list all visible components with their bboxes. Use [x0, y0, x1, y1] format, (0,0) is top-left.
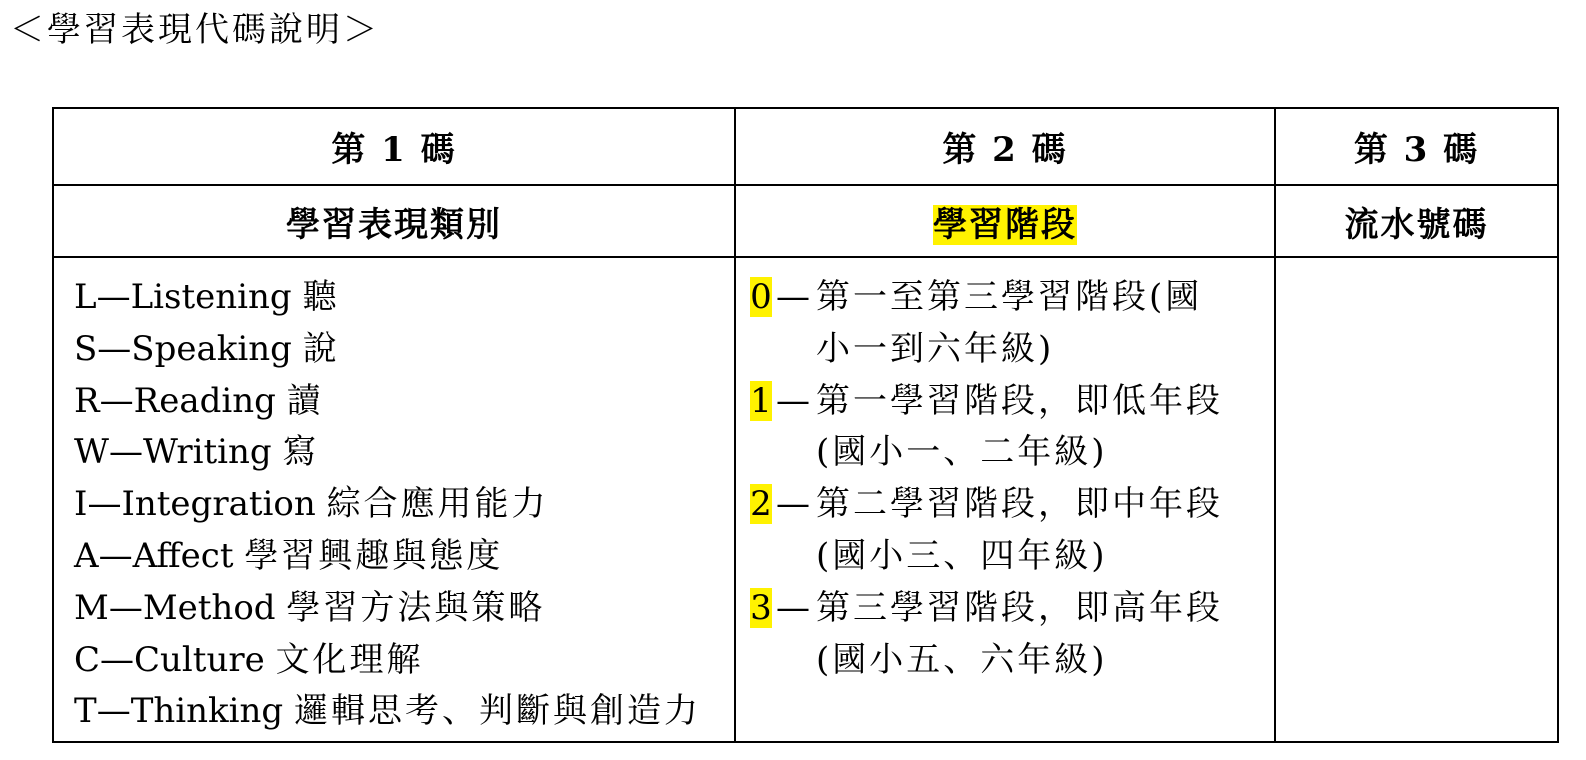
category-item	[74, 324, 734, 376]
stage-item	[746, 272, 1274, 376]
category-chinese: 文化理解	[275, 639, 424, 680]
category-chinese: 聽	[302, 277, 340, 317]
subheader-serial: 流水號碼	[1275, 185, 1558, 257]
category-code: W	[74, 432, 109, 473]
stage-dash: —	[776, 587, 810, 628]
category-code: T	[74, 691, 97, 732]
category-dash: —	[108, 432, 143, 473]
header-code-1: 第 1 碼	[53, 108, 735, 185]
stage-item	[746, 376, 1274, 480]
category-cell	[53, 257, 735, 742]
category-english: Method	[142, 587, 276, 628]
category-dash: —	[99, 380, 134, 421]
category-item	[74, 531, 734, 583]
category-dash: —	[108, 587, 143, 628]
subheader-stage-highlight: 學習階段	[933, 204, 1077, 245]
body-row	[53, 257, 1558, 742]
category-list	[54, 258, 734, 738]
category-chinese: 學習方法與策略	[286, 587, 546, 628]
serial-cell	[1275, 257, 1558, 742]
category-english: Integration	[121, 484, 316, 525]
category-english: Culture	[134, 639, 265, 680]
stage-code: 1	[750, 380, 772, 421]
category-english: Listening	[130, 277, 292, 317]
stage-code: 0	[750, 277, 772, 317]
stage-dash: —	[776, 484, 810, 525]
category-code: R	[74, 380, 100, 421]
category-chinese: 學習興趣與態度	[244, 535, 504, 576]
stage-description: 第二學習階段，即中年段 (國小三、四年級)	[816, 484, 1223, 576]
category-item	[74, 272, 734, 324]
category-item	[74, 479, 734, 531]
category-code: L	[74, 277, 97, 317]
stage-description: 第三學習階段，即高年段 (國小五、六年級)	[816, 587, 1223, 680]
category-dash: —	[98, 535, 133, 576]
header-code-3: 第 3 碼	[1275, 108, 1558, 185]
category-code: A	[74, 535, 99, 576]
code-explanation-table	[52, 107, 1559, 743]
document-title: ＜學習表現代碼說明＞	[10, 10, 380, 50]
category-dash: —	[100, 639, 135, 680]
category-dash: —	[97, 328, 132, 369]
category-item	[74, 686, 734, 738]
stage-code: 3	[750, 587, 772, 628]
category-code: M	[74, 587, 109, 628]
category-chinese: 說	[302, 328, 340, 369]
category-code: I	[74, 484, 88, 525]
stage-code: 2	[750, 484, 772, 525]
stage-description: 第一學習階段，即低年段 (國小一、二年級)	[816, 380, 1223, 473]
category-item	[74, 635, 734, 687]
subheader-row	[53, 185, 1558, 257]
stage-cell	[735, 257, 1275, 742]
category-chinese: 讀	[286, 380, 324, 421]
stage-dash: —	[776, 380, 810, 421]
category-code: C	[74, 639, 101, 680]
stage-list	[736, 258, 1274, 686]
category-dash: —	[96, 691, 131, 732]
subheader-category: 學習表現類別	[53, 185, 735, 257]
category-item	[74, 583, 734, 635]
category-english: Writing	[142, 432, 272, 473]
category-english: Thinking	[130, 691, 284, 732]
category-chinese: 綜合應用能力	[326, 484, 549, 525]
category-dash: —	[96, 277, 131, 317]
category-item	[74, 427, 734, 479]
category-english: Reading	[133, 380, 276, 421]
category-item	[74, 376, 734, 428]
stage-item	[746, 479, 1274, 583]
category-english: Speaking	[131, 328, 292, 369]
stage-item	[746, 583, 1274, 687]
stage-description: 第一至第三學習階段(國 小一到六年級)	[816, 277, 1203, 369]
category-code: S	[74, 328, 98, 369]
subheader-stage	[735, 185, 1275, 257]
category-chinese: 邏輯思考、判斷與創造力	[294, 691, 701, 732]
category-chinese: 寫	[282, 432, 320, 473]
header-row	[53, 108, 1558, 185]
header-code-2: 第 2 碼	[735, 108, 1275, 185]
category-english: Affect	[132, 535, 234, 576]
category-dash: —	[87, 484, 122, 525]
stage-dash: —	[776, 277, 810, 317]
